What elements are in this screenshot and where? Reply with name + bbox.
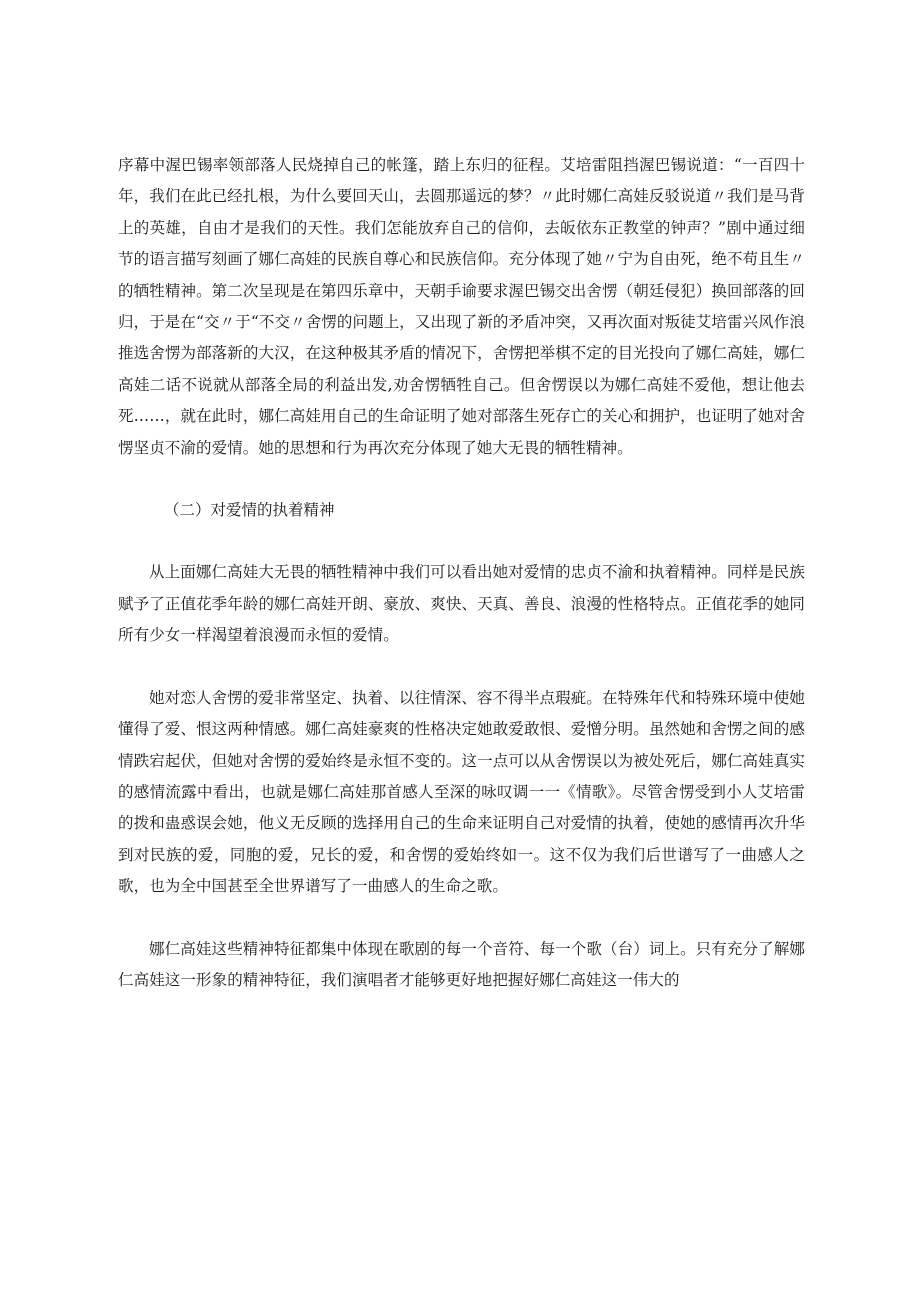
section-heading-love-persistence: （二）对爱情的执着精神	[164, 501, 335, 520]
paragraph-sacrifice-spirit: 序幕中渥巴锡率领部落人民烧掉自己的帐篷，踏上东归的征程。艾培雷阻挡渥巴锡说道：“一百四十年，我们在此已经扎根，为什么要回天山，去圆那遥远的梦？〃此时娜仁高娃反驳说道〃我们是马背上的英雄，自由才是我们的天性。我们怎能放弃自己的信仰，去皈依东正教堂的钟声？”剧中通过细节的语言描写刻画了娜仁高娃的民族自尊心和民族信仰。充分体现了她〃宁为自由死，绝不苟且生〃的牺牲精神。第二次呈现是在第四乐章中，天朝手谕要求渥巴锡交出舍愣（朝廷侵犯）换回部落的回归，于是在“交〃于“不交〃舍愣的问题上，又出现了新的矛盾冲突，又再次面对叛徒艾培雷兴风作浪推选舍愣为部落新的大汉，在这种极其矛盾的情况下，舍愣把举棋不定的目光投向了娜仁高娃，娜仁高娃二话不说就从部落全局的利益出发,劝舍愣牺牲自己。但舍愣误以为娜仁高娃不爱他，想让他去死……，就在此时，娜仁高娃用自己的生命证明了她对部落生死存亡的关心和拥护，也证明了她对舍愣坚贞不渝的爱情。她的思想和行为再次充分体现了她大无畏的牺牲精神。	[118, 156, 805, 457]
paragraph-love-for-sheleng: 她对恋人舍愣的爱非常坚定、执着、以往情深、容不得半点瑕疵。在特殊年代和特殊环境中使她懂得了爱、恨这两种情感。娜仁高娃豪爽的性格决定她敢爱敢恨、爱憎分明。虽然她和舍愣之间的感情跌宕起伏，但她对舍愣的爱始终是永恒不变的。这一点可以从舍愣误以为被处死后，娜仁高娃真实的感情流露中看出，也就是娜仁高娃那首感人至深的咏叹调一一《情歌》。尽管舍愣受到小人艾培雷的拨和蛊惑误会她，他义无反顾的选择用自己的生命来证明自己对爱情的执着，使她的感情再次升华到对民族的爱，同胞的爱，兄长的爱，和舍愣的爱始终如一。这不仅为我们后世谱写了一曲感人之歌，也为全中国甚至全世界谱写了一曲感人的生命之歌。	[118, 688, 805, 896]
paragraph-love-loyalty: 从上面娜仁高娃大无畏的牺牲精神中我们可以看出她对爱情的忠贞不渝和执着精神。同样是民族赋予了正值花季年龄的娜仁高娃开朗、豪放、爽快、天真、善良、浪漫的性格特点。正值花季的她同所有少女一样渴望着浪漫而永恒的爱情。	[118, 563, 805, 645]
document-body	[118, 150, 805, 996]
paragraph-spirit-in-music: 娜仁高娃这些精神特征都集中体现在歌剧的每一个音符、每一个歌（台）词上。只有充分了解娜仁高娃这一形象的精神特征，我们演唱者才能够更好地把握好娜仁高娃这一伟大的	[118, 939, 805, 989]
